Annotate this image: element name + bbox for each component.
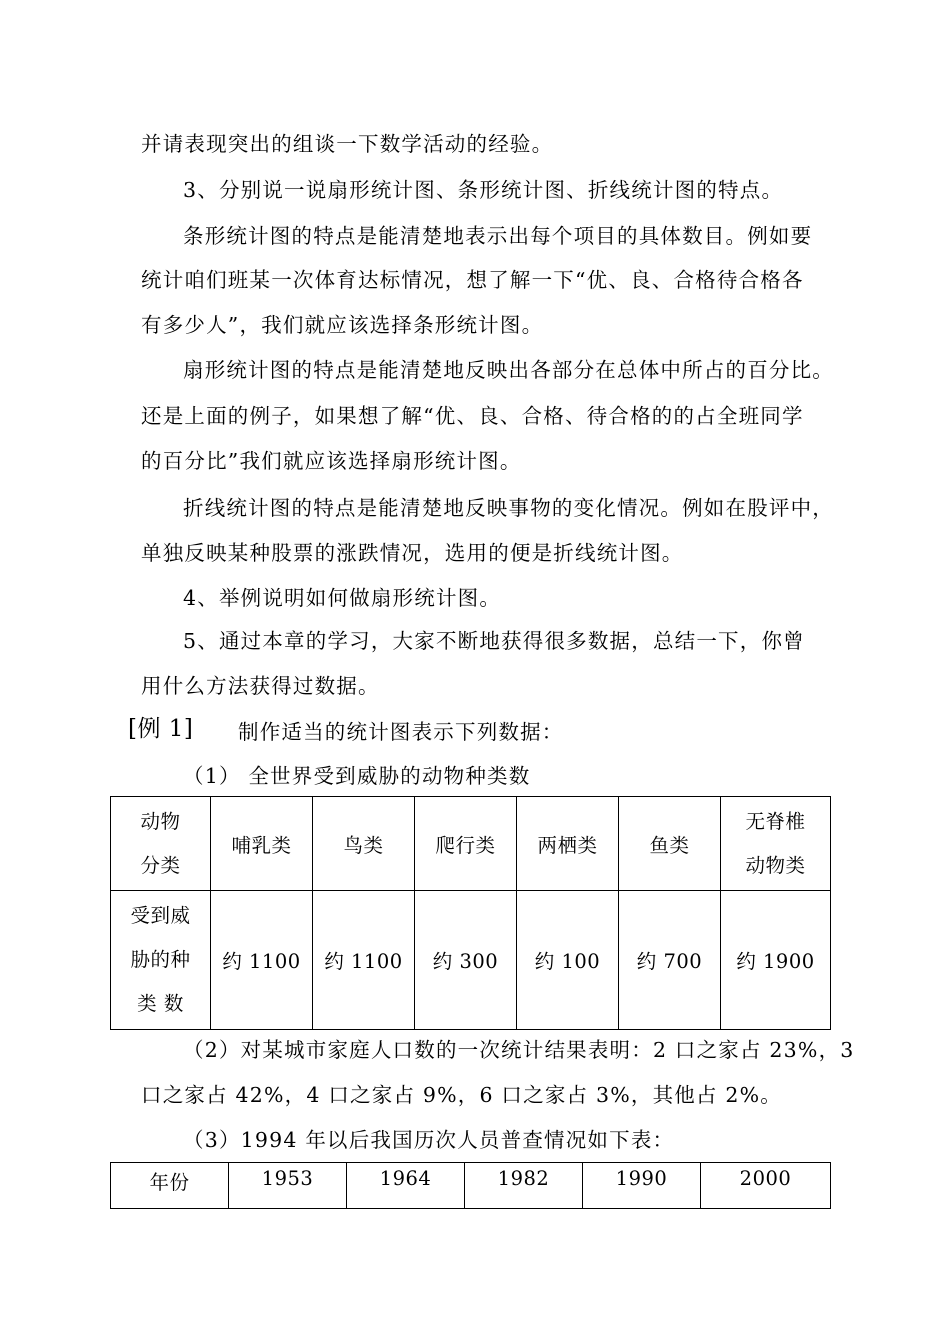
row-label-line: 受到威 [130, 904, 191, 927]
paragraph-line: 有多少人”，我们就应该选择条形统计图。 [141, 313, 544, 337]
row-label-line: 胁的种 [130, 948, 191, 971]
table-cell: 1964 [347, 1163, 465, 1209]
paragraph-line: 统计咱们班某一次体育达标情况，想了解一下“优、良、合格待合格各 [141, 268, 804, 292]
table-row [111, 891, 831, 1030]
row-label-line: 类 数 [137, 992, 184, 1015]
table-cell: 约 1900 [721, 891, 831, 1030]
table-cell: 1982 [465, 1163, 583, 1209]
paragraph-line: 3、分别说一说扇形统计图、条形统计图、折线统计图的特点。 [183, 178, 784, 202]
part3-title: （3）1994 年以后我国历次人员普查情况如下表： [183, 1128, 675, 1152]
table-cell: 约 1100 [211, 891, 313, 1030]
table-row-label [111, 891, 211, 1030]
part2-line: （2）对某城市家庭人口数的一次统计结果表明：2 口之家占 23%，3 [183, 1038, 855, 1062]
part2-line: 口之家占 42%，4 口之家占 9%，6 口之家占 3%，其他占 2%。 [141, 1083, 783, 1107]
table-cell: 2000 [701, 1163, 831, 1209]
paragraph-line: 的百分比”我们就应该选择扇形统计图。 [141, 449, 522, 473]
part1-title: （1） 全世界受到威胁的动物种类数 [183, 764, 531, 788]
table-cell: 约 300 [415, 891, 517, 1030]
census-table [110, 1162, 831, 1209]
table-cell: 约 100 [517, 891, 619, 1030]
table-header-cell [111, 797, 211, 891]
table-cell: 1990 [583, 1163, 701, 1209]
table-header-cell: 鱼类 [619, 797, 721, 891]
table-cell: 约 1100 [313, 891, 415, 1030]
table-header-cell [721, 797, 831, 891]
example-tag: [例 1] [128, 716, 194, 742]
animal-threat-table [110, 796, 831, 1030]
table-row [111, 797, 831, 891]
paragraph-line: 折线统计图的特点是能清楚地反映事物的变化情况。例如在股评中， [183, 496, 834, 520]
table-header-cell: 年份 [111, 1163, 229, 1209]
table-cell: 1953 [229, 1163, 347, 1209]
table-header-cell: 两栖类 [517, 797, 619, 891]
paragraph-line: 单独反映某种股票的涨跌情况，选用的便是折线统计图。 [141, 541, 684, 565]
paragraph-line: 条形统计图的特点是能清楚地表示出每个项目的具体数目。例如要 [183, 224, 813, 248]
paragraph-line: 还是上面的例子，如果想了解“优、良、合格、待合格的的占全班同学 [141, 404, 804, 428]
paragraph-line: 用什么方法获得过数据。 [141, 674, 380, 698]
header-label-line: 动物 [140, 809, 181, 833]
table-row [111, 1163, 831, 1209]
paragraph-line: 并请表现突出的组谈一下数学活动的经验。 [141, 132, 554, 156]
header-label-line: 动物类 [745, 853, 806, 877]
table-header-cell: 爬行类 [415, 797, 517, 891]
table-cell: 约 700 [619, 891, 721, 1030]
table-header-cell: 哺乳类 [211, 797, 313, 891]
header-label-line: 无脊椎 [745, 809, 806, 833]
header-label-line: 分类 [140, 853, 181, 877]
paragraph-line: 扇形统计图的特点是能清楚地反映出各部分在总体中所占的百分比。 [183, 358, 834, 382]
paragraph-line: 4、举例说明如何做扇形统计图。 [183, 586, 502, 610]
paragraph-line: 5、通过本章的学习，大家不断地获得很多数据，总结一下，你曾 [183, 629, 805, 653]
table-header-cell: 鸟类 [313, 797, 415, 891]
example-instruction: 制作适当的统计图表示下列数据： [238, 720, 564, 744]
